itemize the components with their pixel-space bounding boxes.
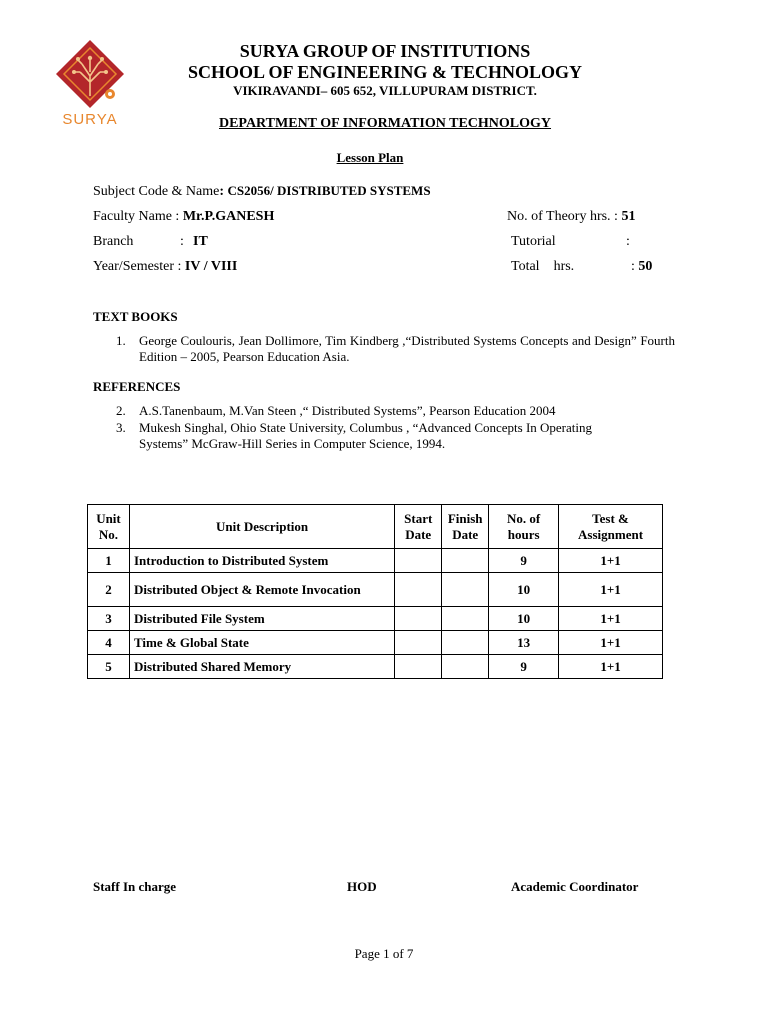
page-number: Page 1 of 7: [354, 946, 414, 961]
header-unit-no: Unit No.: [88, 505, 130, 549]
unit-number: 3: [88, 607, 130, 631]
total-label: Total hrs.: [511, 259, 575, 274]
list-item-text: George Coulouris, Jean Dollimore, Tim Kindberg ,“Distributed Systems Concepts and Design” Fourth Edition – 2005, Pearson Education Asia.: [139, 333, 675, 364]
finish-date: [442, 655, 489, 679]
theory-label: No. of Theory hrs. :: [507, 209, 622, 224]
total-hours: [631, 258, 652, 276]
unit-number: 5: [88, 655, 130, 679]
table-row: [88, 607, 663, 631]
header-test-assignment: Test & Assignment: [559, 505, 663, 549]
hours: 13: [489, 631, 559, 655]
header-finish-date: Finish Date: [442, 505, 489, 549]
theory-value: 51: [621, 209, 636, 224]
address: VIKIRAVANDI– 605 652, VILLUPURAM DISTRICT.: [233, 83, 537, 98]
logo-text: SURYA: [62, 111, 118, 128]
hours: 9: [489, 549, 559, 573]
hours: 10: [489, 573, 559, 607]
institution-name: SURYA GROUP OF INSTITUTIONS: [239, 41, 531, 61]
department-title: DEPARTMENT OF INFORMATION TECHNOLOGY: [218, 116, 552, 131]
finish-date: [442, 573, 489, 607]
hours: 10: [489, 607, 559, 631]
year-row: [93, 258, 237, 276]
list-item: [116, 403, 676, 419]
test-assignment: 1+1: [559, 655, 663, 679]
branch-value: IT: [193, 234, 208, 249]
start-date: [395, 607, 442, 631]
faculty-label: Faculty Name :: [93, 209, 183, 224]
tutorial-colon: :: [626, 234, 630, 249]
faculty-value: Mr.P.GANESH: [182, 209, 275, 224]
test-assignment: 1+1: [559, 573, 663, 607]
start-date: [395, 655, 442, 679]
logo-emblem-icon: [52, 38, 128, 128]
total-colon: :: [631, 259, 639, 274]
academic-coordinator-label: Academic Coordinator: [511, 879, 639, 894]
references-heading: REFERENCES: [93, 379, 181, 394]
unit-description: Distributed Shared Memory: [129, 655, 394, 679]
school-name: SCHOOL OF ENGINEERING & TECHNOLOGY: [187, 62, 583, 82]
unit-description: Distributed Object & Remote Invocation: [129, 573, 394, 607]
branch-colon: :: [180, 234, 184, 249]
table-header-row: [88, 505, 663, 549]
test-assignment: 1+1: [559, 631, 663, 655]
total-value: 50: [638, 259, 653, 274]
header-start-date: Start Date: [395, 505, 442, 549]
hours: 9: [489, 655, 559, 679]
test-assignment: 1+1: [559, 607, 663, 631]
list-item-number: 1.: [116, 333, 126, 348]
subject-value: CS2056/ DISTRIBUTED SYSTEMS: [227, 183, 431, 198]
lesson-plan-table: [87, 504, 663, 679]
table-row: [88, 631, 663, 655]
staff-in-charge-label: Staff In charge: [93, 879, 177, 894]
start-date: [395, 549, 442, 573]
test-assignment: 1+1: [559, 549, 663, 573]
header-unit-description: Unit Description: [129, 505, 394, 549]
finish-date: [442, 607, 489, 631]
header-no-of-hours: No. of hours: [489, 505, 559, 549]
table-row: [88, 655, 663, 679]
hod-label: HOD: [347, 879, 377, 894]
table-row: [88, 549, 663, 573]
list-item-number: 3.: [116, 420, 126, 435]
unit-number: 4: [88, 631, 130, 655]
list-item-text: A.S.Tanenbaum, M.Van Steen ,“ Distributed Systems”, Pearson Education 2004: [139, 403, 556, 418]
year-label: Year/Semester :: [93, 259, 185, 274]
start-date: [395, 573, 442, 607]
subject-colon: :: [219, 184, 225, 199]
document-title: Lesson Plan: [336, 150, 404, 165]
start-date: [395, 631, 442, 655]
list-item: [116, 420, 676, 454]
textbooks-heading: TEXT BOOKS: [93, 309, 178, 324]
tutorial-label: Tutorial: [511, 234, 556, 249]
list-item-text: Mukesh Singhal, Ohio State University, Columbus , “Advanced Concepts In Operating Systems” McGraw-Hill Series in Computer Science, 1994.: [139, 420, 593, 451]
faculty-row: [93, 208, 274, 226]
unit-number: 2: [88, 573, 130, 607]
unit-description: Introduction to Distributed System: [129, 549, 394, 573]
finish-date: [442, 549, 489, 573]
subject-row: [93, 182, 431, 201]
theory-hours: [507, 208, 635, 226]
subject-label: Subject Code & Name: [93, 184, 220, 199]
list-item: [116, 333, 676, 367]
branch-label: Branch: [93, 234, 134, 249]
unit-number: 1: [88, 549, 130, 573]
unit-description: Distributed File System: [129, 607, 394, 631]
list-item-number: 2.: [116, 403, 126, 418]
institution-logo: [52, 38, 128, 128]
finish-date: [442, 631, 489, 655]
table-row: [88, 573, 663, 607]
unit-description: Time & Global State: [129, 631, 394, 655]
year-value: IV / VIII: [184, 259, 238, 274]
